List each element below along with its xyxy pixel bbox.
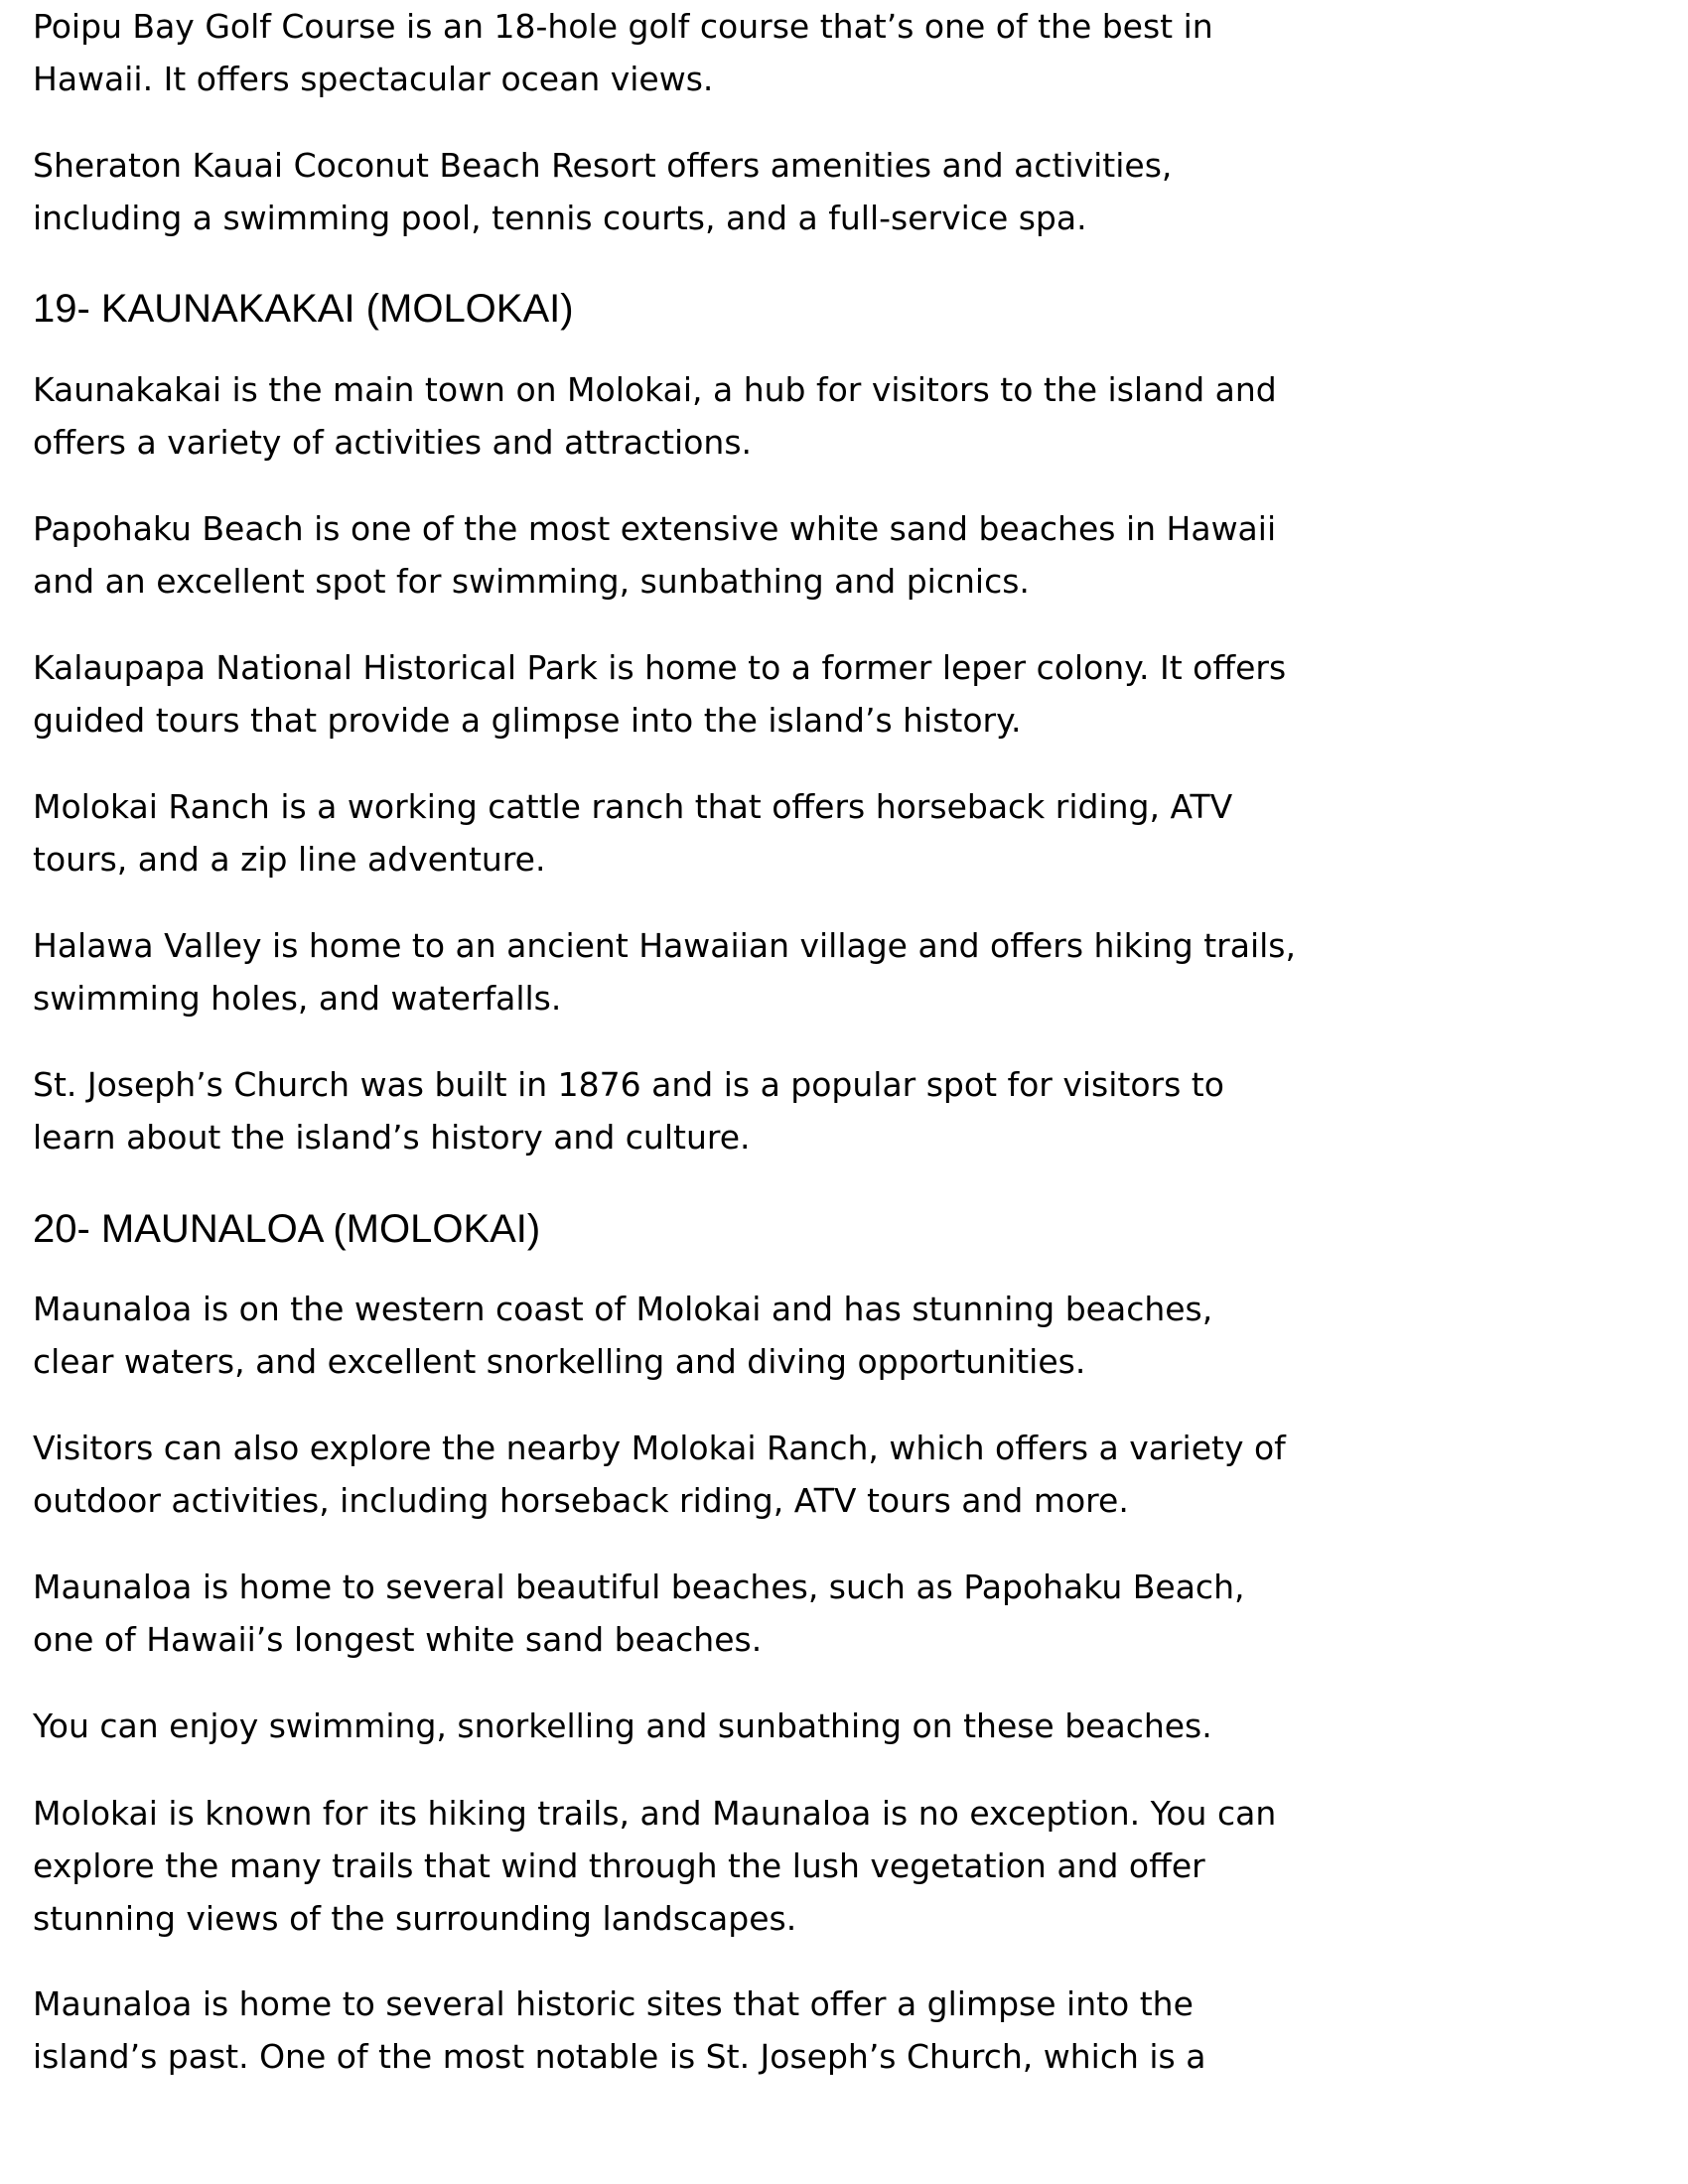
paragraph-molokai-ranch: Molokai Ranch is a working cattle ranch that offers horseback riding, ATV tours, and a zip line adventure. xyxy=(33,787,1233,879)
paragraph-papohaku-beach: Papohaku Beach is one of the most extensive white sand beaches in Hawaii and an excellent spot for swimming, sunbathing and picnics. xyxy=(33,509,1277,601)
paragraph-poipu-golf: Poipu Bay Golf Course is an 18-hole golf course that’s one of the best in Hawaii. It offers spectacular ocean views. xyxy=(33,7,1213,98)
paragraph-halawa-valley: Halawa Valley is home to an ancient Hawaiian village and offers hiking trails, swimming holes, and waterfalls. xyxy=(33,926,1296,1018)
heading-kaunakakai: 19- KAUNAKAKAI (MOLOKAI) xyxy=(33,287,574,331)
paragraph-maunaloa-ranch: Visitors can also explore the nearby Molokai Ranch, which offers a variety of outdoor activities, including horseback riding, ATV tours and more. xyxy=(33,1429,1286,1520)
paragraph-maunaloa-coast: Maunaloa is on the western coast of Molokai and has stunning beaches, clear waters, and excellent snorkelling and diving opportunities. xyxy=(33,1290,1213,1381)
paragraph-swimming: You can enjoy swimming, snorkelling and sunbathing on these beaches. xyxy=(33,1706,1212,1745)
paragraph-kalaupapa: Kalaupapa National Historical Park is home to a former leper colony. It offers guided tours that provide a glimpse into the island’s history. xyxy=(33,648,1287,740)
paragraph-sheraton-kauai: Sheraton Kauai Coconut Beach Resort offers amenities and activities, including a swimming pool, tennis courts, and a full-service spa. xyxy=(33,146,1173,237)
paragraph-st-josephs-church: St. Joseph’s Church was built in 1876 and is a popular spot for visitors to learn about the island’s history and culture. xyxy=(33,1065,1224,1157)
paragraph-hiking-trails: Molokai is known for its hiking trails, and Maunaloa is no exception. You can explore the many trails that wind through the lush vegetation and offer stunning views of the surrounding landscapes. xyxy=(33,1794,1277,1938)
paragraph-kaunakakai-town: Kaunakakai is the main town on Molokai, a hub for visitors to the island and offers a variety of activities and attractions. xyxy=(33,370,1277,462)
paragraph-maunaloa-beaches: Maunaloa is home to several beautiful beaches, such as Papohaku Beach, one of Hawaii’s longest white sand beaches. xyxy=(33,1568,1245,1659)
paragraph-historic-sites: Maunaloa is home to several historic sites that offer a glimpse into the island’s past. One of the most notable is St. Joseph’s Church, which is a xyxy=(33,1984,1206,2076)
heading-maunaloa: 20- MAUNALOA (MOLOKAI) xyxy=(33,1207,541,1251)
